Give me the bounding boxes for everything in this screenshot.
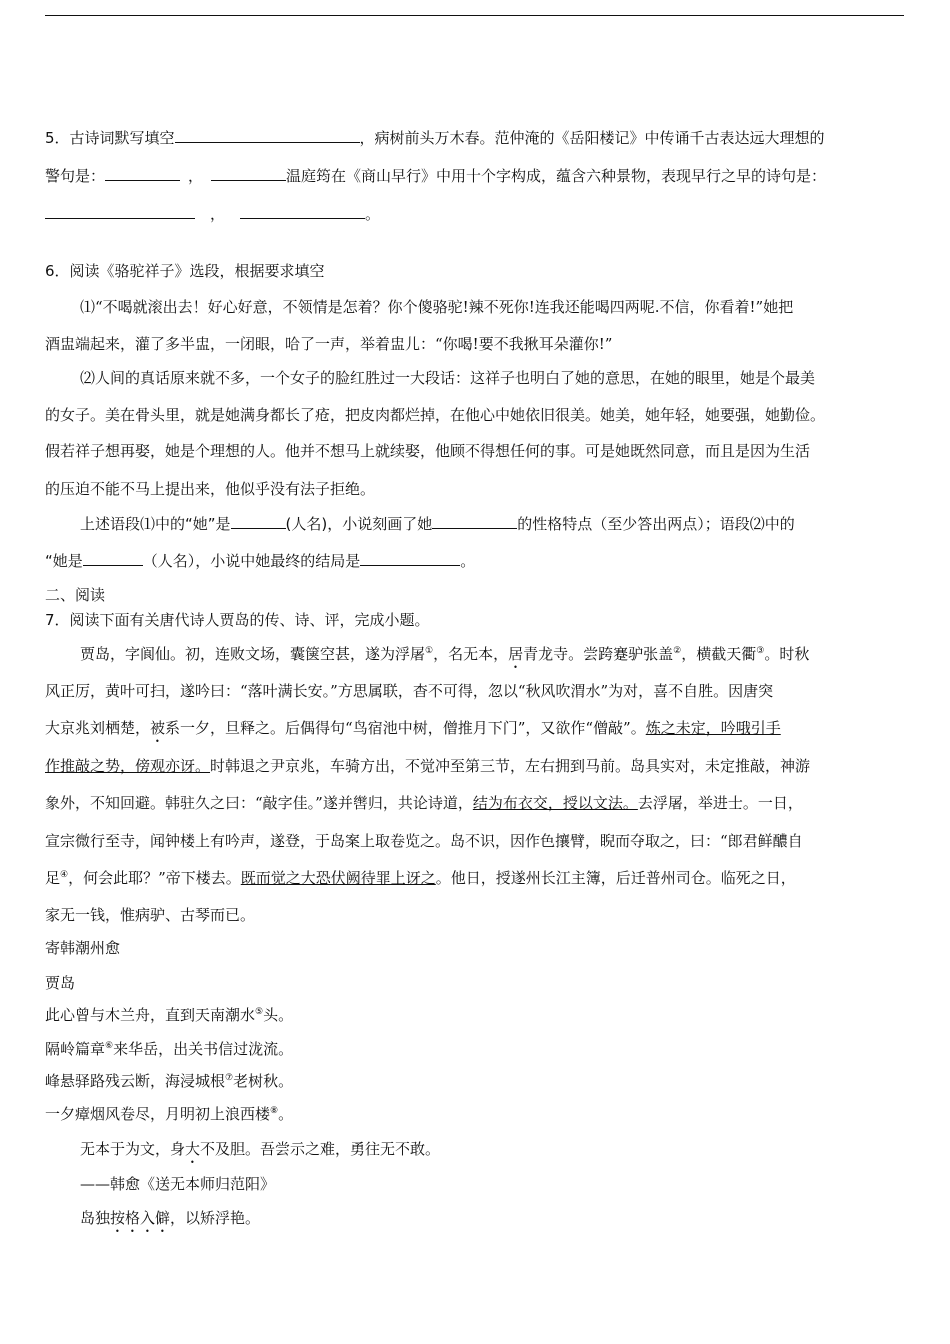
answer-blank[interactable] — [105, 165, 180, 181]
q6-p2-line: ⑵人间的真话原来就不多，一个女子的脸红胜过一大段话：这祥子也明白了她的意思，在她的眼里，她是个最美 — [80, 369, 816, 387]
q7-text: 大京兆刘栖楚， — [45, 719, 151, 737]
poem-title: 寄韩潮州愈 — [45, 939, 121, 957]
q5-line-3 — [45, 203, 380, 224]
footnote-marker: ⑦ — [225, 1073, 234, 1083]
answer-blank[interactable] — [231, 513, 286, 529]
underlined-sentence: 炼之未定，吟哦引手 — [645, 719, 781, 737]
q5-line-1 — [45, 127, 825, 148]
answer-blank[interactable] — [360, 550, 460, 566]
poem-text: 。 — [278, 1105, 294, 1123]
q7-text: 象外，不知回避。韩驻久之曰：“敲字佳。”遂并辔归，共论诗道， — [45, 794, 473, 812]
poem-line — [45, 1039, 293, 1059]
q7-text: 时韩退之尹京兆，车骑方出，不觉冲至第三节，左右拥到马前。岛具实对，未定推敲，神游 — [210, 757, 811, 775]
poem-text: 隔岭篇章 — [45, 1040, 106, 1058]
section-heading: 二、阅读 — [45, 586, 106, 604]
underlined-sentence: 既而觉之大恐伏阙待罪上讶之 — [240, 869, 436, 887]
commentary-text: 岛独 — [80, 1209, 111, 1227]
q6-p1-line: ⑴“不喝就滚出去！好心好意，不领情是怎着？你个傻骆驼!辣不死你!连我还能喝四两呢.不信，你看着!”她把 — [80, 298, 794, 316]
q5-text: ，病树前头万木春。范仲淹的《岳阳楼记》中传诵千古表达远大理想的 — [359, 129, 825, 147]
poem-text: 老树秋。 — [233, 1072, 294, 1090]
footnote-marker: ⑤ — [255, 1007, 264, 1017]
q7-text: 去浮屠，举进士。一日， — [637, 794, 803, 812]
q7-bio-line — [45, 756, 810, 776]
underlined-sentence: 作推敲之势，傍观亦讶。 — [45, 757, 211, 775]
q5-text: ， — [188, 167, 204, 185]
q6-p1-line: 酒盅端起来，灌了多半盅，一闭眼，哈了一声，举着盅儿：“你喝!要不我揪耳朵灌你!” — [45, 335, 613, 353]
q6-text: （人名），小说中她最终的结局是 — [142, 552, 361, 570]
footnote-marker: ⑥ — [105, 1041, 114, 1051]
dotted-word: 按格入僻 — [110, 1209, 171, 1227]
poem-text: 峰悬驿路残云断，海浸城根 — [45, 1072, 226, 1090]
commentary-line — [80, 1139, 440, 1167]
q7-bio-line — [45, 718, 781, 746]
q5-text: 5．古诗词默写填空 — [45, 129, 175, 147]
commentary-source: ——韩愈《送无本师归范阳》 — [80, 1175, 276, 1193]
q6-title: 6．阅读《骆驼祥子》选段，根据要求填空 — [45, 262, 325, 280]
q5-text: 警句是： — [45, 167, 106, 185]
q7-text: 足 — [45, 869, 61, 887]
commentary-line — [80, 1208, 260, 1236]
poem-line — [45, 1071, 293, 1091]
poem-text: 一夕瘴烟风卷尽，月明初上浪西楼 — [45, 1105, 271, 1123]
footnote-marker: ⑧ — [270, 1106, 279, 1116]
poem-text: 头。 — [263, 1006, 294, 1024]
q7-text: 。时秋 — [764, 645, 810, 663]
poem-text: 此心曾与木兰舟，直到天南潮水 — [45, 1006, 256, 1024]
dotted-word: 被 — [150, 719, 166, 737]
q6-text: (人名)，小说刻画了她 — [285, 515, 433, 533]
q6-question-line-2 — [45, 550, 475, 571]
commentary-text: ，以矫浮艳。 — [170, 1209, 261, 1227]
q7-text: 。他日，授遂州长江主簿，后迁普州司仓。临死之日， — [435, 869, 796, 887]
q6-text: 的性格特点（至少答出两点）；语段⑵中的 — [517, 515, 795, 533]
footnote-marker: ① — [425, 646, 434, 656]
q5-text: ， — [210, 205, 226, 223]
q7-text: ，名无本， — [433, 645, 509, 663]
answer-blank[interactable] — [175, 127, 360, 143]
dotted-word: 大 — [185, 1140, 201, 1158]
q7-bio-line: 宣宗微行至寺，闻钟楼上有吟声，遂登，于岛案上取卷览之。岛不识，因作色攘臂，睨而夺取之，曰：“郎君鲜醲自 — [45, 832, 803, 850]
underlined-sentence: 结为布衣交，授以文法。 — [472, 794, 638, 812]
q7-text: ，何会此耶？”帝下楼去。 — [68, 869, 241, 887]
q5-text: 。 — [365, 205, 381, 223]
answer-blank[interactable] — [45, 203, 195, 219]
q6-question-line-1 — [80, 513, 795, 534]
answer-blank[interactable] — [432, 513, 517, 529]
q7-title: 7．阅读下面有关唐代诗人贾岛的传、诗、评，完成小题。 — [45, 611, 430, 629]
footnote-marker: ③ — [756, 646, 765, 656]
answer-blank[interactable] — [83, 550, 143, 566]
q6-text: 。 — [460, 552, 476, 570]
poem-text: 来华岳，出关书信过泷流。 — [113, 1040, 294, 1058]
q7-text: 系一夕，旦释之。后偶得句“鸟宿池中树，僧推月下门”，又欲作“僧敲”。 — [165, 719, 646, 737]
q6-p2-line: 的压迫不能不马上提出来，他似乎没有法子拒绝。 — [45, 480, 376, 498]
commentary-text: 不及胆。吾尝示之难，勇往无不敢。 — [200, 1140, 441, 1158]
q7-text: 贾岛，字阆仙。初，连败文场，囊箧空甚，遂为浮屠 — [80, 645, 426, 663]
q5-line-2 — [45, 165, 826, 186]
q7-bio-line — [80, 644, 809, 672]
q6-p2-line: 假若祥子想再娶，她是个理想的人。他并不想马上就续娶，他顾不得想任何的事。可是她既然同意，而且是因为生活 — [45, 442, 811, 460]
q6-text: “她是 — [45, 552, 83, 570]
footnote-marker: ④ — [60, 870, 69, 880]
q7-text: ，横截天衢 — [681, 645, 757, 663]
q6-text: 上述语段⑴中的“她”是 — [80, 515, 231, 533]
q5-text: 温庭筠在《商山早行》中用十个字构成，蕴含六种景物，表现早行之早的诗句是： — [286, 167, 827, 185]
answer-blank[interactable] — [211, 165, 286, 181]
answer-blank[interactable] — [240, 203, 365, 219]
q7-bio-line: 风正厉，黄叶可扫，遂吟曰：“落叶满长安。”方思属联，杳不可得，忽以“秋风吹渭水”为对，喜不自胜。因唐突 — [45, 682, 774, 700]
footnote-marker: ② — [673, 646, 682, 656]
q7-bio-line — [45, 793, 803, 813]
q7-bio-line: 家无一钱，惟病驴、古琴而已。 — [45, 906, 256, 924]
dotted-word: 居 — [508, 645, 524, 663]
commentary-text: 无本于为文，身 — [80, 1140, 186, 1158]
poem-author: 贾岛 — [45, 974, 76, 992]
q7-text: 青龙寺。尝跨蹇驴张盖 — [523, 645, 674, 663]
q7-bio-line — [45, 868, 796, 888]
poem-line — [45, 1104, 293, 1124]
poem-line — [45, 1005, 293, 1025]
q6-p2-line: 的女子。美在骨头里，就是她满身都长了疮，把皮肉都烂掉，在他心中她依旧很美。她美，她年轻，她要强，她勤俭。 — [45, 406, 826, 424]
header-rule — [45, 15, 904, 16]
